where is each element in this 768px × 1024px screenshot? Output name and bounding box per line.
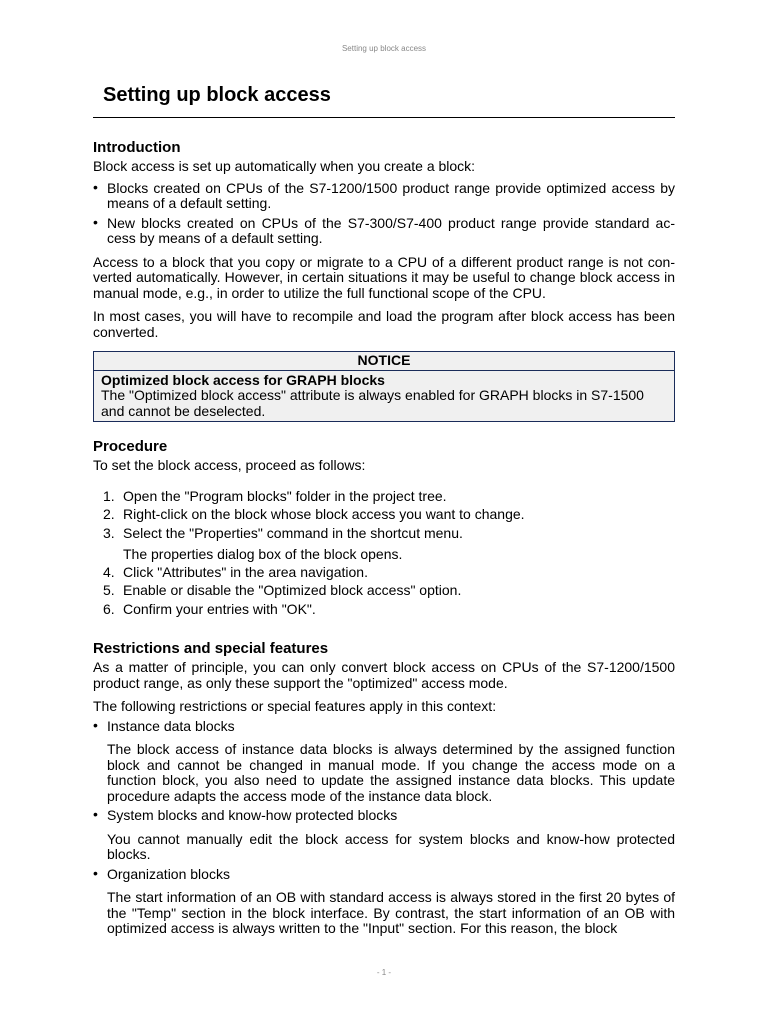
- page-number: - 1 -: [376, 968, 392, 977]
- notice-title: Optimized block access for GRAPH blocks: [101, 371, 385, 388]
- list-item: [93, 719, 675, 805]
- step-text: Enable or disable the "Optimized block access" option.: [123, 582, 462, 598]
- introduction-section: [93, 139, 675, 340]
- restriction-label: • System blocks and know-how protected blocks: [107, 807, 398, 823]
- procedure-step: [93, 600, 675, 619]
- title-divider: [93, 117, 675, 118]
- list-item: • Blocks created on CPUs of the S7-1200/1500 product range provide optimized access by means of a default setting.: [93, 181, 675, 212]
- running-header: Setting up block access: [341, 44, 427, 53]
- step-number: 2.: [103, 506, 115, 522]
- list-item: [93, 808, 675, 863]
- introduction-heading: Introduction: [93, 139, 181, 156]
- step-number: 4.: [103, 563, 115, 580]
- introduction-lead: Block access is set up automatically when you create a block:: [93, 158, 476, 174]
- step-number: 3.: [103, 524, 115, 541]
- procedure-section: [93, 438, 675, 618]
- introduction-bullet-list: [93, 181, 675, 247]
- restrictions-bullet-list: [93, 719, 675, 937]
- procedure-lead: To set the block access, proceed as follows:: [93, 457, 366, 473]
- step-number: 6.: [103, 600, 115, 617]
- step-number: 1.: [103, 487, 115, 504]
- restriction-label: • Organization blocks: [107, 865, 230, 882]
- restriction-text: The block access of instance data blocks is always determined by the assigned function block and cannot be changed in manual mode. If you change the access mode on a function block, you also need to update the assigned instance data blocks. This update procedure adapts the access mode of the instance data block.: [107, 741, 675, 804]
- step-text: Select the "Properties" command in the shortcut menu.: [123, 524, 463, 541]
- procedure-step: [93, 524, 675, 543]
- notice-text: The "Optimized block access" attribute is always enabled for GRAPH blocks in S7-1500 and cannot be deselected.: [101, 387, 644, 419]
- procedure-step: [93, 563, 675, 582]
- procedure-step: [93, 505, 675, 524]
- procedure-step: [93, 581, 675, 600]
- step-text: Right-click on the block whose block access you want to change.: [123, 506, 525, 522]
- list-item: [93, 867, 675, 937]
- document-body: [93, 139, 675, 937]
- step-text: Open the "Program blocks" folder in the project tree.: [123, 487, 447, 504]
- step-text: Confirm your entries with "OK".: [123, 600, 316, 617]
- introduction-paragraph: Access to a block that you copy or migrate to a CPU of a different product range is not con-verted automatically. However, in certain situations it may be useful to change block access in manual mode, e.g., in order to utilize the full functional scope of the CPU.: [93, 253, 675, 301]
- restrictions-paragraph: The following restrictions or special features apply in this context:: [93, 698, 497, 714]
- restrictions-section: [93, 640, 675, 937]
- step-result-note: The properties dialog box of the block opens.: [123, 546, 403, 562]
- restrictions-heading: Restrictions and special features: [93, 640, 329, 657]
- restriction-text: You cannot manually edit the block access for system blocks and know-how protected blocks.: [107, 830, 675, 862]
- notice-box: [93, 351, 675, 422]
- restriction-text: The start information of an OB with standard access is always stored in the first 20 bytes of the "Temp" section in the block interface. By contrast, the start information of an OB with optimized access is always written to the "Input" section. For this reason, the block: [107, 889, 675, 936]
- introduction-paragraph: In most cases, you will have to recompile and load the program after block access has been converted.: [93, 308, 675, 340]
- step-text: Click "Attributes" in the area navigation.: [123, 563, 368, 580]
- notice-label: NOTICE: [94, 352, 674, 371]
- list-item: • New blocks created on CPUs of the S7-300/S7-400 product range provide standard ac-cess by means of a default setting.: [93, 216, 675, 247]
- step-number: 5.: [103, 582, 115, 598]
- procedure-heading: Procedure: [93, 438, 168, 455]
- restrictions-paragraph: As a matter of principle, you can only convert block access on CPUs of the S7-1200/1500 product range, as only these support the "optimized" access mode.: [93, 659, 675, 691]
- restriction-label: • Instance data blocks: [107, 717, 235, 734]
- page-title: Setting up block access: [103, 84, 331, 106]
- procedure-step-list-continued: [93, 563, 675, 619]
- notice-body: [94, 371, 674, 422]
- procedure-step: [93, 487, 675, 506]
- procedure-step-list: [93, 487, 675, 543]
